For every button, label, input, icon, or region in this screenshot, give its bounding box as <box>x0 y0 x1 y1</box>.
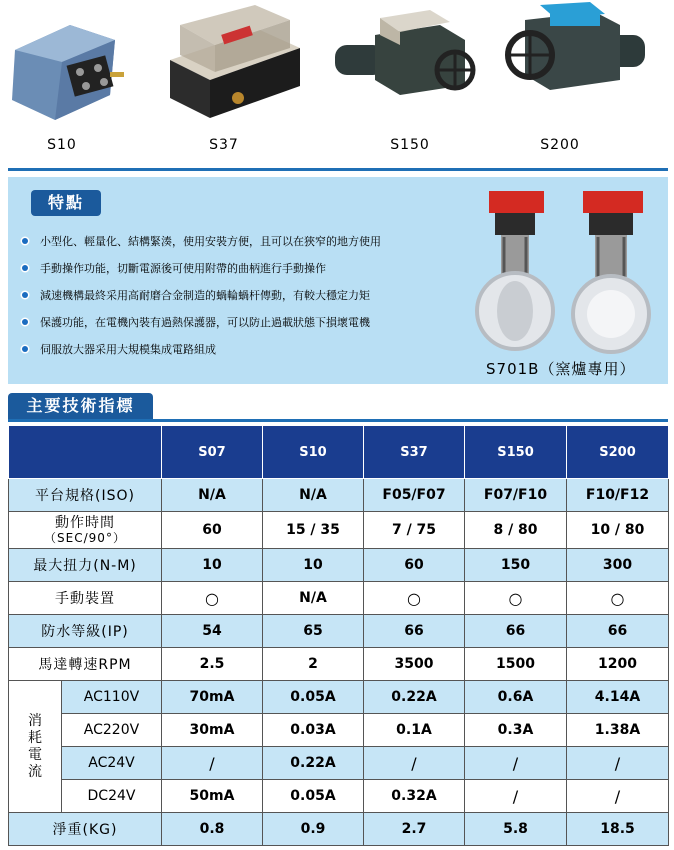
table-cell: 7 / 75 <box>364 512 465 549</box>
table-row <box>9 714 669 747</box>
bullet-icon <box>22 292 28 298</box>
table-cell: 150 <box>465 549 567 582</box>
table-row <box>9 648 669 681</box>
row-label: AC220V <box>62 714 162 747</box>
table-cell: 1.38A <box>567 714 669 747</box>
table-cell: ○ <box>364 582 465 615</box>
table-row <box>9 512 669 549</box>
row-label: 最大扭力(N-M) <box>9 549 162 582</box>
s37-actuator-image <box>160 0 310 130</box>
table-cell: 2 <box>263 648 364 681</box>
spec-header <box>8 391 668 422</box>
table-cell: 3500 <box>364 648 465 681</box>
row-label: AC110V <box>62 681 162 714</box>
column-header: S10 <box>263 426 364 479</box>
s10-actuator-image <box>0 0 140 130</box>
column-header: S150 <box>465 426 567 479</box>
table-cell: 66 <box>465 615 567 648</box>
table-cell: 60 <box>162 512 263 549</box>
table-cell: ○ <box>465 582 567 615</box>
bullet-icon <box>22 319 28 325</box>
table-cell: 2.5 <box>162 648 263 681</box>
table-cell: 66 <box>364 615 465 648</box>
table-cell: / <box>162 747 263 780</box>
table-cell: / <box>465 780 567 813</box>
features-list <box>20 235 381 370</box>
table-cell: 65 <box>263 615 364 648</box>
table-cell: 0.05A <box>263 780 364 813</box>
table-cell: 0.8 <box>162 813 263 846</box>
table-header-row <box>9 426 669 479</box>
table-cell: 1500 <box>465 648 567 681</box>
product-s10 <box>0 0 140 160</box>
table-cell: 0.03A <box>263 714 364 747</box>
product-label: S150 <box>390 137 430 153</box>
column-header: S37 <box>364 426 465 479</box>
table-cell: 10 <box>162 549 263 582</box>
table-row <box>9 479 669 512</box>
table-cell: 60 <box>364 549 465 582</box>
table-cell: 66 <box>567 615 669 648</box>
row-label <box>9 512 162 549</box>
column-header: S200 <box>567 426 669 479</box>
table-cell: ○ <box>567 582 669 615</box>
row-label: 平台規格(ISO) <box>9 479 162 512</box>
table-cell: / <box>465 747 567 780</box>
table-cell: 0.22A <box>263 747 364 780</box>
table-cell: 0.6A <box>465 681 567 714</box>
row-label: 手動裝置 <box>9 582 162 615</box>
product-s37 <box>160 0 300 160</box>
list-item <box>20 316 381 343</box>
list-item <box>20 262 381 289</box>
table-cell: 70mA <box>162 681 263 714</box>
row-label: 馬達轉速RPM <box>9 648 162 681</box>
valve-caption: S701B（窯爐專用） <box>486 360 636 378</box>
header-blank-cell <box>9 426 162 479</box>
table-cell: 18.5 <box>567 813 669 846</box>
feature-text: 保護功能，在電機內裝有過熱保護器，可以防止過載狀態下損壞電機 <box>40 316 370 329</box>
feature-text: 伺服放大器采用大規模集成電路組成 <box>40 343 216 356</box>
butterfly-valve-image <box>471 181 661 356</box>
feature-text: 小型化、輕量化、結構緊湊，使用安裝方便，且可以在狹窄的地方使用 <box>40 235 381 248</box>
table-cell: 0.32A <box>364 780 465 813</box>
features-panel <box>8 177 668 384</box>
spec-title: 主要技術指標 <box>8 393 153 419</box>
table-cell: 30mA <box>162 714 263 747</box>
table-cell: 0.1A <box>364 714 465 747</box>
table-cell: 300 <box>567 549 669 582</box>
product-label: S200 <box>540 137 580 153</box>
row-label: AC24V <box>62 747 162 780</box>
table-cell: 54 <box>162 615 263 648</box>
table-cell: 1200 <box>567 648 669 681</box>
current-group-text: 消耗電流 <box>28 712 42 780</box>
table-cell: 2.7 <box>364 813 465 846</box>
table-cell: 0.3A <box>465 714 567 747</box>
product-label: S37 <box>209 137 239 153</box>
current-group-label <box>9 681 62 813</box>
table-row <box>9 681 669 714</box>
bullet-icon <box>22 346 28 352</box>
table-cell: 4.14A <box>567 681 669 714</box>
table-cell: 0.22A <box>364 681 465 714</box>
table-row <box>9 549 669 582</box>
table-row <box>9 582 669 615</box>
row-label-main: 動作時間 <box>55 515 115 531</box>
product-s200 <box>495 0 655 160</box>
list-item <box>20 289 381 316</box>
table-row <box>9 615 669 648</box>
table-cell: N/A <box>162 479 263 512</box>
list-item <box>20 343 381 370</box>
table-cell: 10 <box>263 549 364 582</box>
table-cell: ○ <box>162 582 263 615</box>
table-cell: F07/F10 <box>465 479 567 512</box>
features-title: 特點 <box>31 190 101 216</box>
product-gallery <box>0 0 674 170</box>
table-cell: 0.05A <box>263 681 364 714</box>
table-cell: 0.9 <box>263 813 364 846</box>
table-cell: F05/F07 <box>364 479 465 512</box>
table-row <box>9 813 669 846</box>
table-row <box>9 780 669 813</box>
row-label: 防水等級(IP) <box>9 615 162 648</box>
bullet-icon <box>22 265 28 271</box>
section-divider <box>8 168 668 171</box>
bullet-icon <box>22 238 28 244</box>
table-cell: / <box>364 747 465 780</box>
table-cell: F10/F12 <box>567 479 669 512</box>
spec-table <box>8 425 669 846</box>
feature-text: 手動操作功能，切斷電源後可使用附帶的曲柄進行手動操作 <box>40 262 326 275</box>
s200-actuator-image <box>495 0 655 110</box>
table-cell: N/A <box>263 479 364 512</box>
row-label: DC24V <box>62 780 162 813</box>
table-cell: 15 / 35 <box>263 512 364 549</box>
table-cell: N/A <box>263 582 364 615</box>
table-row <box>9 747 669 780</box>
table-cell: / <box>567 780 669 813</box>
column-header: S07 <box>162 426 263 479</box>
table-cell: 5.8 <box>465 813 567 846</box>
table-cell: / <box>567 747 669 780</box>
table-cell: 50mA <box>162 780 263 813</box>
list-item <box>20 235 381 262</box>
row-label: 淨重(KG) <box>9 813 162 846</box>
product-label: S10 <box>47 137 77 153</box>
table-cell: 8 / 80 <box>465 512 567 549</box>
product-s150 <box>330 0 480 160</box>
row-label-sub: （SEC/90°） <box>44 531 126 545</box>
s150-actuator-image <box>330 0 480 120</box>
feature-text: 減速機構最終采用高耐磨合金制造的蝸輪蝸杆傳動，有較大穩定力矩 <box>40 289 370 302</box>
table-cell: 10 / 80 <box>567 512 669 549</box>
